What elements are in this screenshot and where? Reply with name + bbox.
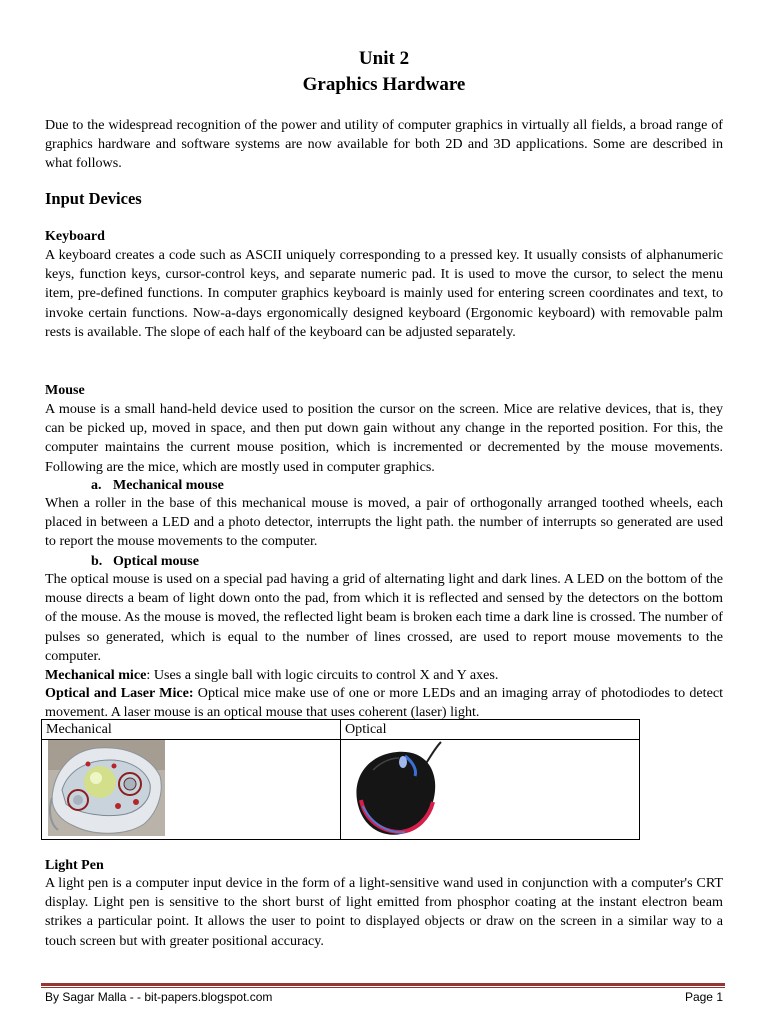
- optical-laser-mice-note: [45, 684, 723, 722]
- mechanical-mice-label: Mechanical mice: [45, 667, 147, 683]
- list-letter: a.: [91, 478, 102, 493]
- footer-rule-thick: [41, 983, 725, 986]
- table-header-optical: Optical: [341, 720, 640, 740]
- footer-page-number: Page 1: [684, 990, 723, 1004]
- subheading-light-pen: Light Pen: [45, 858, 104, 873]
- optical-mouse-paragraph: The optical mouse is used on a special pad having a grid of alternating light and dark lines. A LED on the bottom of the mouse directs a beam of light down onto the pad, from which it is reflected and sensed by the detectors on the bottom of the mouse. As the mouse is moved, the reflected light beam is broken each time a dark line is crossed. The number of pulses so generated, which is equal to the number of lines crossed, are used to report mouse movements to the computer.: [45, 571, 723, 664]
- mechanical-mouse-image: [48, 740, 165, 836]
- footer-rule-thin: [41, 987, 725, 988]
- unit-title: Unit 2: [358, 48, 410, 69]
- footer-author: By Sagar Malla - - bit-papers.blogspot.com: [45, 990, 273, 1004]
- page-title: Graphics Hardware: [302, 74, 466, 95]
- optical-mouse-label: Optical mouse: [113, 554, 199, 569]
- list-letter: b.: [91, 554, 103, 569]
- optical-mouse-image-cell: [341, 740, 640, 840]
- mechanical-mouse-image-cell: [42, 740, 341, 840]
- subheading-optical-mouse: [91, 552, 199, 571]
- mechanical-mouse-paragraph: When a roller in the base of this mechanical mouse is moved, a pair of orthogonally arranged toothed wheels, each placed in between a LED and a photo detector, interrupts the light path. the number of interrupts so generated are used to report the mouse movements to the computer.: [45, 495, 723, 550]
- mechanical-mice-text: : Uses a single ball with logic circuits to control X and Y axes.: [146, 667, 499, 683]
- optical-laser-mice-text: Optical mice make use of one or more LEDs and an imaging array of photodiodes to detect movement. A laser mouse is an optical mouse that uses coherent (laser) light.: [45, 685, 723, 721]
- subheading-mouse: Mouse: [45, 383, 85, 398]
- optical-mouse-image: [345, 740, 451, 839]
- table-header-mechanical: Mechanical: [42, 720, 341, 740]
- intro-paragraph: Due to the widespread recognition of the power and utility of computer graphics in virtually all fields, a broad range of graphics hardware and software systems are now available for both 2D and 3D applications. Some are described in what follows.: [45, 117, 723, 172]
- keyboard-paragraph: A keyboard creates a code such as ASCII uniquely corresponding to a pressed key. It usually consists of alphanumeric keys, function keys, cursor-control keys, and separate numeric pad. It is used to move the cursor, to select the menu item, pre-defined functions. In computer graphics keyboard is mainly used for entering screen coordinates and text, to invoke certain functions. Now-a-days ergonomically designed keyboard (Ergonomic keyboard) with removable palm rests is available. The slope of each half of the keyboard can be adjusted separately.: [45, 247, 723, 340]
- mouse-paragraph: A mouse is a small hand-held device used to position the cursor on the screen. Mice are relative devices, that is, they can be picked up, moved in space, and then put down gain without any change in the reported position. For this, the computer maintains the current mouse position, which is incremented or decremented by the mouse movements. Following are the mice, which are mostly used in computer graphics.: [45, 401, 723, 475]
- mechanical-mice-note: [45, 666, 723, 685]
- light-pen-paragraph: A light pen is a computer input device in the form of a light-sensitive wand used in conjunction with a computer's CRT display. Light pen is sensitive to the short burst of light emitted from phosphor coating at the instant electron beam strikes a particular point. It allows the user to point to displayed objects or draw on the screen in a similar way to a touch screen but with greater positional accuracy.: [45, 875, 723, 949]
- optical-laser-mice-label: Optical and Laser Mice:: [45, 685, 194, 701]
- subheading-mechanical-mouse: [91, 476, 224, 495]
- section-heading-input-devices: Input Devices: [45, 189, 142, 208]
- mice-comparison-table: [41, 719, 640, 840]
- subheading-keyboard: Keyboard: [45, 229, 105, 244]
- mechanical-mouse-label: Mechanical mouse: [113, 478, 224, 493]
